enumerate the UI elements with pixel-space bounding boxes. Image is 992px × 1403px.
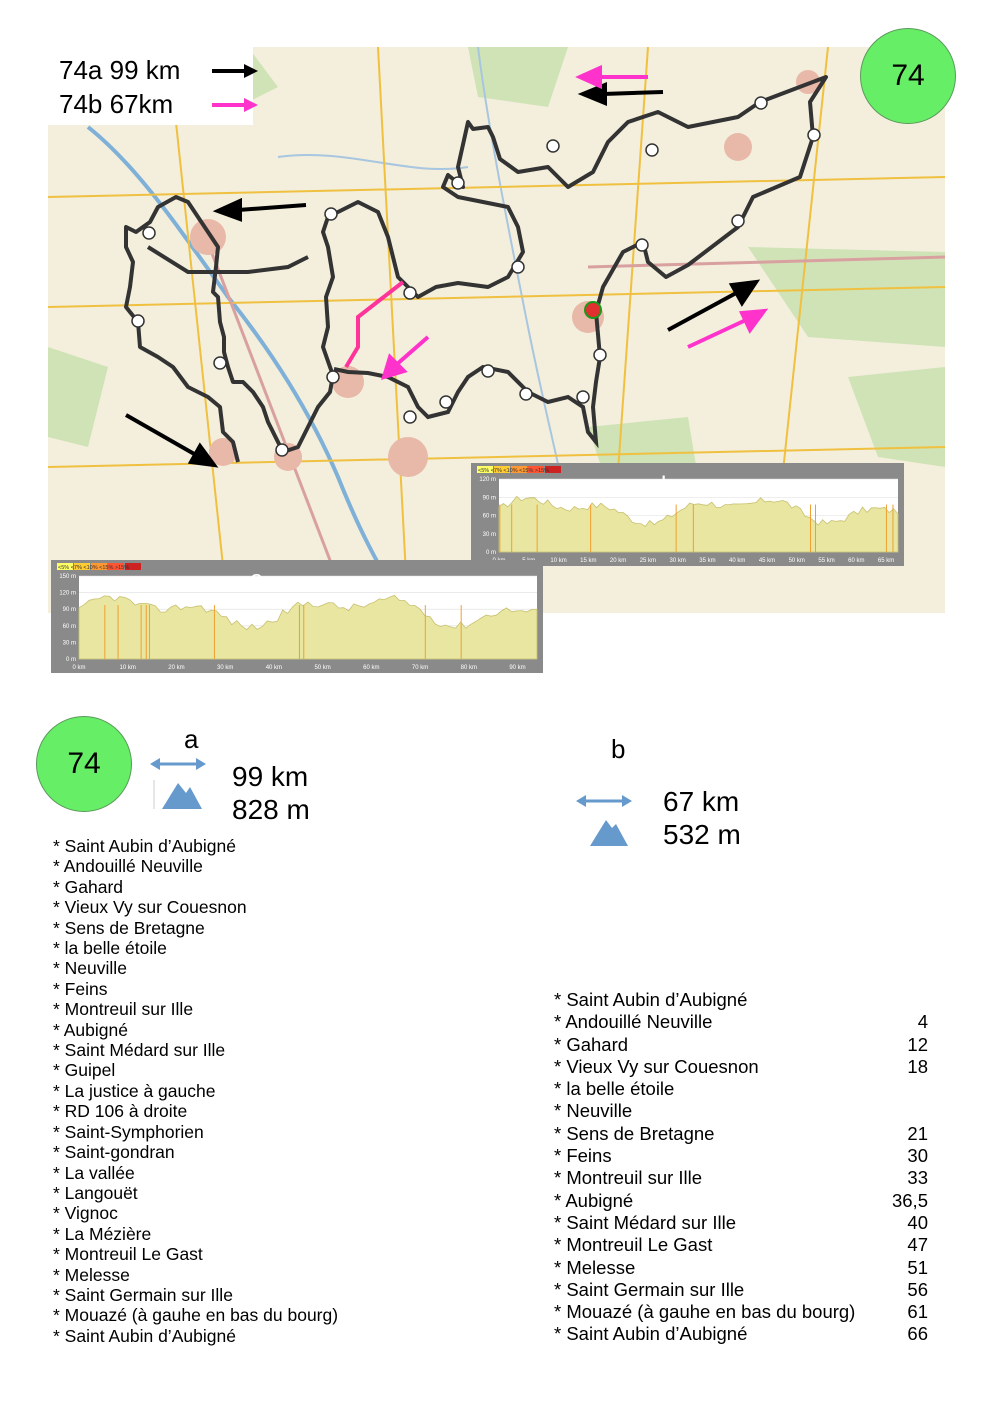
route-a-waypoint: * la belle étoile — [53, 938, 167, 959]
route-b-km: 30 — [907, 1145, 928, 1167]
profile-legend-text: <5% <7% <10% <15% >15% — [478, 468, 550, 474]
route-b-waypoint: * Sens de Bretagne — [554, 1122, 715, 1144]
route-b-waypoint: * Feins — [554, 1145, 612, 1167]
route-a-waypoint: * Vignoc — [53, 1203, 118, 1224]
profile-b-label: b — [661, 472, 675, 499]
route-a-waypoint: * Feins — [53, 978, 108, 999]
profile-y-tick: 60 m — [62, 623, 76, 630]
route-b-waypoint: * Vieux Vy sur Couesnon — [554, 1055, 759, 1077]
route-a-waypoint: * Andouillé Neuville — [53, 856, 203, 877]
profile-y-tick: 0 m — [485, 550, 496, 556]
profile-x-tick: 20 km — [168, 665, 185, 671]
profile-x-tick: 70 km — [411, 665, 429, 671]
route-a-waypoint: * Gahard — [53, 876, 124, 897]
profile-a-label: a — [250, 566, 264, 593]
profile-x-tick: 45 km — [758, 558, 776, 564]
route-b-km-column — [868, 989, 928, 1346]
profile-b-chart — [471, 463, 904, 566]
route-b-km: 33 — [907, 1167, 928, 1189]
route-b-km: 36,5 — [891, 1189, 928, 1211]
route-a-header: a — [184, 724, 199, 754]
profile-x-tick: 20 km — [609, 558, 627, 564]
profile-x-tick: 30 km — [216, 665, 234, 671]
profile-x-tick: 35 km — [699, 558, 716, 564]
start-marker-icon — [585, 302, 601, 318]
profile-x-tick: 60 km — [363, 665, 380, 671]
profile-x-tick: 25 km — [639, 558, 657, 564]
profile-a-chart — [51, 560, 543, 673]
route-a-elevation: 828 m — [232, 794, 310, 825]
route-a-waypoint: * Neuville — [53, 958, 127, 979]
profile-x-tick: 10 km — [119, 665, 136, 671]
route-b-km: 61 — [907, 1301, 928, 1323]
route-b-elevation: 532 m — [663, 819, 741, 850]
profile-x-tick: 65 km — [877, 558, 895, 564]
profile-legend-text: <5% <7% <10% <15% >15% — [58, 565, 130, 571]
route-b-km: 51 — [907, 1256, 928, 1278]
route-a-waypoint: * RD 106 à droite — [53, 1101, 188, 1122]
route-b-waypoint: * Saint Germain sur Ille — [554, 1278, 745, 1300]
profile-x-tick: 0 km — [72, 665, 86, 671]
profile-x-tick: 80 km — [460, 665, 477, 671]
profile-x-tick: 60 km — [848, 558, 865, 564]
route-a-waypoint: * Langouët — [53, 1182, 138, 1203]
route-b-waypoint: * Mouazé (à gauhe en bas du bourg) — [554, 1301, 856, 1323]
route-b-km: 47 — [907, 1234, 928, 1256]
route-a-waypoint: * Vieux Vy sur Couesnon — [53, 897, 247, 918]
route-b-km: 18 — [907, 1055, 928, 1077]
route-b-header: b — [611, 734, 626, 764]
route-a-waypoint: * Saint Germain sur Ille — [53, 1284, 233, 1305]
route-b-waypoint: * Montreuil Le Gast — [554, 1234, 713, 1256]
route-b-km: 66 — [907, 1323, 928, 1345]
route-a-waypoint: * Sens de Bretagne — [53, 917, 205, 938]
route-a-waypoint: * Saint Médard sur Ille — [53, 1040, 226, 1061]
legend-route-b: 74b 67km — [59, 89, 174, 119]
profile-x-tick: 40 km — [265, 665, 283, 671]
route-a-waypoints — [53, 836, 338, 1346]
profile-x-tick: 90 km — [509, 665, 526, 671]
profile-x-tick: 55 km — [818, 558, 835, 564]
route-b-waypoint: * Aubigné — [554, 1189, 634, 1211]
profile-x-tick: 10 km — [550, 558, 567, 564]
route-a-waypoint: * La Mézière — [53, 1223, 152, 1244]
elevation-profile-b — [471, 463, 904, 566]
route-b-distance: 67 km — [663, 786, 740, 817]
route-number-badge: 74 — [860, 28, 956, 124]
route-b-waypoint: * Montreuil sur Ille — [554, 1167, 703, 1189]
route-b-km — [868, 1078, 928, 1100]
profile-y-tick: 0 m — [65, 657, 76, 663]
distance-arrow-icon — [150, 755, 206, 811]
route-a-waypoint: * Mouazé (à gauhe en bas du bourg) — [53, 1305, 339, 1326]
route-a-distance: 99 km — [232, 761, 309, 792]
route-b-waypoint: * Saint Aubin d’Aubigné — [554, 1323, 748, 1345]
route-b-waypoint: * Saint Médard sur Ille — [554, 1211, 737, 1233]
route-a-waypoint: * Saint-gondran — [53, 1142, 175, 1163]
profile-x-tick: 40 km — [729, 558, 746, 564]
route-b-km: 12 — [907, 1033, 928, 1055]
route-a-waypoint: * Melesse — [53, 1264, 130, 1285]
profile-y-tick: 90 m — [62, 607, 76, 614]
distance-elevation-icon-b — [576, 792, 632, 848]
profile-x-tick: 15 km — [580, 558, 597, 564]
legend-route-a: 74a 99 km — [59, 55, 181, 85]
route-b-km — [868, 1100, 928, 1122]
route-a-waypoint: * Montreuil sur Ille — [53, 999, 194, 1020]
profile-y-tick: 90 m — [482, 495, 496, 502]
route-a-waypoint: * Saint Aubin d’Aubigné — [53, 1325, 236, 1346]
elevation-profile-a — [51, 560, 543, 673]
route-a-waypoint: * La vallée — [53, 1162, 135, 1183]
profile-y-tick: 30 m — [482, 531, 496, 538]
route-b-km: 21 — [907, 1122, 928, 1144]
route-a-waypoint: * Guipel — [53, 1060, 116, 1081]
route-b-waypoint: * Saint Aubin d’Aubigné — [554, 989, 748, 1010]
route-b-km — [868, 989, 928, 1011]
route-b-km: 40 — [907, 1211, 928, 1233]
profile-y-tick: 120 m — [479, 477, 496, 483]
route-b-waypoint: * la belle étoile — [554, 1078, 675, 1100]
summary-badge: 74 — [36, 716, 132, 812]
route-b-waypoints — [554, 989, 855, 1346]
profile-y-tick: 150 m — [59, 574, 76, 580]
profile-x-tick: 50 km — [314, 665, 331, 671]
route-b-waypoint: * Gahard — [554, 1033, 629, 1055]
route-a-waypoint: * Montreuil Le Gast — [53, 1244, 203, 1265]
route-a-waypoint: * Saint Aubin d’Aubigné — [53, 836, 236, 856]
route-b-waypoint: * Melesse — [554, 1256, 636, 1278]
profile-y-tick: 60 m — [482, 513, 496, 520]
route-b-waypoint: * Andouillé Neuville — [554, 1011, 713, 1033]
route-a-waypoint: * Aubigné — [53, 1019, 128, 1040]
profile-y-tick: 120 m — [59, 590, 76, 597]
route-b-km: 56 — [907, 1278, 928, 1300]
profile-x-tick: 50 km — [788, 558, 805, 564]
profile-y-tick: 30 m — [62, 640, 76, 647]
profile-x-tick: 30 km — [669, 558, 686, 564]
route-a-waypoint: * La justice à gauche — [53, 1080, 216, 1101]
route-b-waypoint: * Neuville — [554, 1100, 633, 1122]
route-a-waypoint: * Saint-Symphorien — [53, 1121, 204, 1142]
route-b-km: 4 — [917, 1011, 928, 1033]
